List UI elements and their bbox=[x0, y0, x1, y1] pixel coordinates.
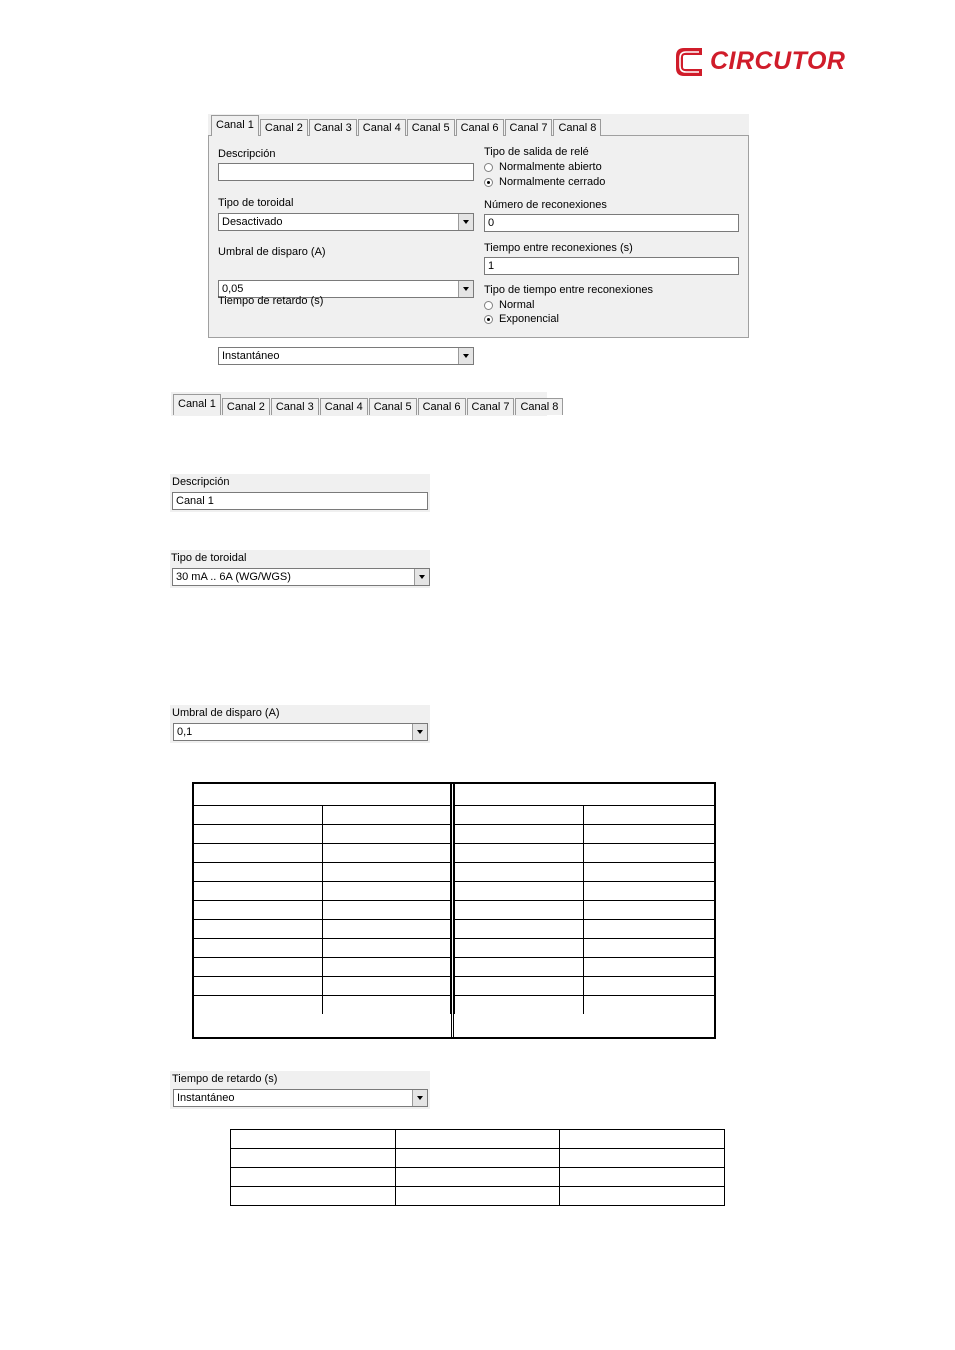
table-row bbox=[194, 996, 451, 1015]
threshold-table-left bbox=[194, 784, 451, 1014]
table-row bbox=[194, 977, 451, 996]
tab-canal-7[interactable]: Canal 7 bbox=[505, 119, 553, 136]
tab-canal-8[interactable]: Canal 8 bbox=[515, 398, 563, 415]
delay-table bbox=[230, 1129, 725, 1206]
radio-button-selected-icon[interactable] bbox=[484, 178, 493, 187]
tab-canal-4[interactable]: Canal 4 bbox=[320, 398, 368, 415]
table-row bbox=[455, 863, 715, 882]
retardo-value: Instantáneo bbox=[222, 350, 280, 362]
table-row bbox=[194, 806, 451, 825]
table-row bbox=[194, 939, 451, 958]
table-header-row bbox=[194, 784, 451, 806]
tab-canal-1[interactable]: Canal 1 bbox=[211, 115, 259, 136]
dialog-tabs bbox=[211, 115, 602, 136]
radio-label: Exponencial bbox=[499, 313, 559, 325]
tipo-toroidal-value: 30 mA .. 6A (WG/WGS) bbox=[176, 571, 291, 583]
brand-name: CIRCUTOR bbox=[710, 47, 846, 75]
radio-label: Normal bbox=[499, 299, 535, 311]
tipo-toroidal-select[interactable] bbox=[172, 568, 430, 586]
retardo-select[interactable] bbox=[173, 1089, 428, 1107]
tab-canal-8[interactable]: Canal 8 bbox=[553, 119, 601, 136]
table-row bbox=[455, 806, 715, 825]
table-row bbox=[455, 844, 715, 863]
threshold-table-right bbox=[454, 784, 714, 1014]
table-row bbox=[194, 863, 451, 882]
umbral-value: 0,1 bbox=[177, 726, 193, 738]
umbral-select[interactable] bbox=[173, 723, 428, 741]
table-row bbox=[455, 920, 715, 939]
tab-canal-5[interactable]: Canal 5 bbox=[369, 398, 417, 415]
detail-tabstrip bbox=[171, 392, 559, 416]
num-reconexiones-label: Número de reconexiones bbox=[484, 199, 607, 211]
radio-normalmente-cerrado[interactable] bbox=[484, 175, 605, 189]
num-reconexiones-input[interactable]: 0 bbox=[484, 214, 739, 232]
descripcion-label: Descripción bbox=[218, 148, 276, 160]
radio-exponencial[interactable] bbox=[484, 312, 559, 326]
umbral-value: 0,05 bbox=[222, 283, 244, 295]
tab-canal-4[interactable]: Canal 4 bbox=[358, 119, 406, 136]
chevron-down-icon[interactable] bbox=[458, 214, 473, 230]
tab-canal-2[interactable]: Canal 2 bbox=[222, 398, 270, 415]
detail-retardo bbox=[170, 1071, 430, 1109]
tab-canal-6[interactable]: Canal 6 bbox=[418, 398, 466, 415]
tab-canal-3[interactable]: Canal 3 bbox=[309, 119, 357, 136]
tipo-toroidal-label: Tipo de toroidal bbox=[171, 552, 247, 564]
chevron-down-icon[interactable] bbox=[412, 724, 427, 740]
detail-tabs bbox=[173, 394, 564, 415]
radio-button-icon[interactable] bbox=[484, 163, 493, 172]
chevron-down-icon[interactable] bbox=[414, 569, 429, 585]
radio-label: Normalmente cerrado bbox=[499, 176, 606, 188]
circutor-logo-icon bbox=[672, 44, 708, 80]
table-row bbox=[455, 882, 715, 901]
radio-label: Normalmente abierto bbox=[499, 161, 602, 173]
detail-umbral bbox=[170, 705, 430, 743]
tab-canal-3[interactable]: Canal 3 bbox=[271, 398, 319, 415]
radio-button-selected-icon[interactable] bbox=[484, 315, 493, 324]
chevron-down-icon[interactable] bbox=[458, 281, 473, 297]
tab-canal-5[interactable]: Canal 5 bbox=[407, 119, 455, 136]
descripcion-input[interactable]: Canal 1 bbox=[172, 492, 428, 510]
descripcion-label: Descripción bbox=[172, 476, 230, 488]
retardo-select[interactable] bbox=[218, 347, 474, 365]
umbral-label: Umbral de disparo (A) bbox=[172, 707, 280, 719]
table-row bbox=[194, 825, 451, 844]
salida-rele-label: Tipo de salida de relé bbox=[484, 146, 589, 158]
tiempo-reconexiones-input[interactable]: 1 bbox=[484, 257, 739, 275]
retardo-label: Tiempo de retardo (s) bbox=[218, 295, 324, 307]
table-row bbox=[455, 901, 715, 920]
table-row bbox=[455, 996, 715, 1015]
table-row bbox=[194, 901, 451, 920]
table-row bbox=[231, 1187, 725, 1206]
descripcion-input[interactable] bbox=[218, 163, 474, 181]
retardo-label: Tiempo de retardo (s) bbox=[172, 1073, 278, 1085]
table-row bbox=[231, 1130, 725, 1149]
tipo-toroidal-label: Tipo de toroidal bbox=[218, 197, 294, 209]
tab-canal-2[interactable]: Canal 2 bbox=[260, 119, 308, 136]
table-row bbox=[455, 939, 715, 958]
table-row bbox=[194, 920, 451, 939]
tab-canal-6[interactable]: Canal 6 bbox=[456, 119, 504, 136]
tab-canal-7[interactable]: Canal 7 bbox=[467, 398, 515, 415]
circutor-logo bbox=[672, 44, 847, 80]
tipo-tiempo-label: Tipo de tiempo entre reconexiones bbox=[484, 284, 653, 296]
radio-normal[interactable] bbox=[484, 298, 534, 312]
umbral-label: Umbral de disparo (A) bbox=[218, 246, 326, 258]
chevron-down-icon[interactable] bbox=[458, 348, 473, 364]
table-row bbox=[231, 1149, 725, 1168]
radio-button-icon[interactable] bbox=[484, 301, 493, 310]
table-row bbox=[194, 882, 451, 901]
table-row bbox=[194, 958, 451, 977]
tipo-toroidal-value: Desactivado bbox=[222, 216, 283, 228]
tipo-toroidal-select[interactable] bbox=[218, 213, 474, 231]
table-row bbox=[194, 844, 451, 863]
tab-canal-1[interactable]: Canal 1 bbox=[173, 394, 221, 415]
table-header-row bbox=[455, 784, 715, 806]
retardo-value: Instantáneo bbox=[177, 1092, 235, 1104]
detail-tipo-toroidal bbox=[170, 550, 430, 588]
channel-dialog bbox=[208, 114, 749, 362]
table-row bbox=[455, 825, 715, 844]
threshold-table bbox=[192, 782, 716, 1039]
table-row bbox=[455, 977, 715, 996]
table-row bbox=[455, 958, 715, 977]
tiempo-reconexiones-label: Tiempo entre reconexiones (s) bbox=[484, 242, 633, 254]
table-row bbox=[231, 1168, 725, 1187]
detail-descripcion bbox=[170, 474, 430, 512]
radio-normalmente-abierto[interactable] bbox=[484, 160, 602, 174]
chevron-down-icon[interactable] bbox=[412, 1090, 427, 1106]
